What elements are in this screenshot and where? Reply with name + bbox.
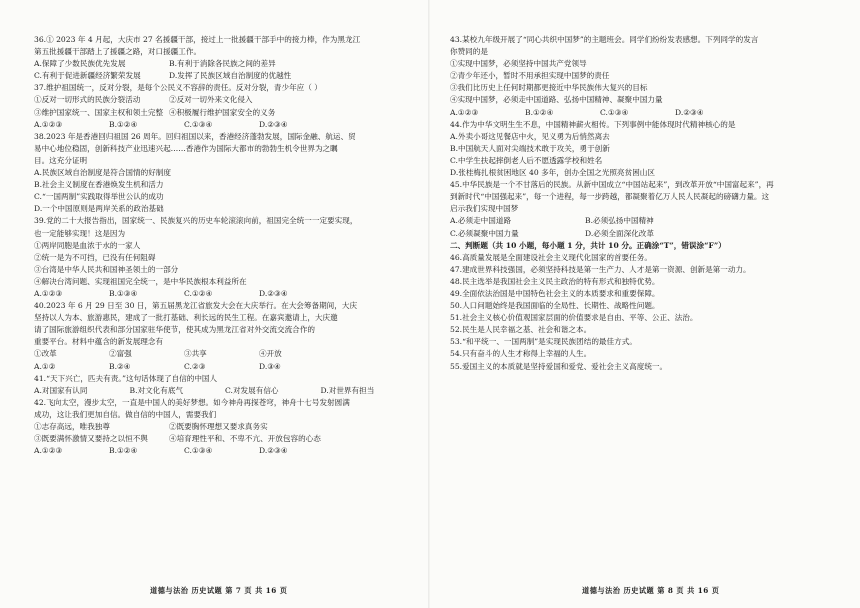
text-line: 42.飞向太空，漫步太空，一直是中国人的美好梦想。如今神舟再探苍穹，神舟十七号发射圆满: [34, 397, 350, 407]
text-line: A.民族区域自治制度是符合国情的好制度: [34, 168, 171, 178]
answer-option: D.发挥了民族区域自治制度的优越性: [169, 71, 292, 81]
answer-option: C.必须凝聚中国力量: [450, 228, 519, 238]
exam-page-8: [430, 0, 860, 608]
text-line: 45.中华民族是一个不甘落后的民族。从新中国成立“中国站起来”，到改革开放“中国富起来”，再: [450, 180, 774, 190]
page-footer-right: 道德与法治 历史试题 第 8 页 共 16 页: [582, 586, 720, 595]
text-line: 40.2023 年 6 月 29 日至 30 日，第五届黑龙江省旅发大会在大庆举行。在大会筹备期间，大庆: [34, 301, 358, 311]
option-row: [34, 94, 304, 106]
text-line: 目。这充分证明: [34, 155, 88, 165]
answer-option: C.①③④: [184, 446, 213, 456]
page-footer-left: 道德与法治 历史试题 第 7 页 共 16 页: [150, 586, 288, 595]
question-column-right: [450, 34, 845, 373]
answer-option: ②富强: [109, 349, 132, 359]
answer-option: A.①②③: [34, 288, 63, 298]
answer-option: ③共享: [184, 349, 207, 359]
text-line: 启示我们实现中国梦: [450, 204, 519, 214]
option-row: [34, 288, 334, 300]
answer-option: A.①②: [34, 361, 56, 371]
option-row: [34, 361, 334, 373]
text-line: ④解决台湾问题、实现祖国完全统一，是中华民族根本利益所在: [34, 276, 247, 286]
text-line: 36.① 2023 年 4 月起，大庆市 27 名援疆干部，接过上一批援疆干部手中的接力棒，作为黑龙江: [34, 35, 361, 44]
text-line: B.中国航天人面对尖端技术敢于攻关，勇于创新: [450, 143, 610, 153]
option-row: [450, 107, 750, 119]
option-row: [34, 433, 321, 445]
option-row: [34, 421, 304, 433]
answer-option: B.①③④: [109, 288, 138, 298]
option-row: [450, 215, 720, 227]
text-line: C.“一国两制”实践取得举世公认的成功: [34, 192, 164, 202]
answer-option: C.①②④: [184, 288, 213, 298]
text-line: 也一定能够实现！这是因为: [34, 228, 126, 238]
text-line: 50.人口问题始终是我国面临的全局性、长期性、战略性问题。: [450, 301, 660, 311]
answer-option: C.有利于促进新疆经济繁荣发展: [34, 71, 141, 81]
answer-option: D.②③④: [259, 446, 288, 456]
text-line: 成功，这让我们更加自信。做自信的中国人，需要我们: [34, 409, 217, 419]
answer-option: D.必须全面深化改革: [585, 228, 654, 238]
answer-option: C.①③④: [184, 119, 213, 129]
answer-option: ④培育理性平和、不卑不亢、开放包容的心态: [169, 434, 321, 444]
answer-option: ②反对一切外来文化侵入: [169, 95, 253, 105]
text-line: ③我们比历史上任何时期都更接近中华民族伟大复兴的目标: [450, 83, 648, 93]
answer-option: D.③④: [259, 361, 281, 371]
answer-option: A.保障了少数民族优先发展: [34, 59, 126, 69]
text-line: 43.某校九年级开展了“同心共织中国梦”的主题班会。同学们纷纷发表感想。下列同学的发言: [450, 35, 759, 44]
option-row: [450, 228, 720, 240]
option-row: [34, 107, 304, 119]
text-line: 55.爱国主义的本质就是坚持爱国和爱党、爱社会主义高度统一。: [450, 361, 668, 371]
text-line: 第五批援疆干部踏上了援疆之路，对口援疆工作。: [34, 47, 202, 57]
option-row: [34, 119, 334, 131]
answer-option: ①改革: [34, 349, 57, 359]
answer-option: B.①②④: [109, 119, 138, 129]
text-line: 48.民主选举是我国社会主义民主政治的特有形式和独特优势。: [450, 276, 660, 286]
answer-option: ③维护国家统一、国家主权和领土完整: [34, 107, 164, 117]
text-line: 51.社会主义核心价值观国家层面的价值要求是自由、平等、公正、法治。: [450, 313, 698, 323]
text-line: 53.“和平统一、一国两制”是实现民族团结的最佳方式。: [450, 337, 637, 347]
answer-option: ③既要满怀激情又要持之以恒不舆: [34, 434, 148, 444]
text-line: 44.作为中华文明生生不息，中国精神薪火相传。下列事例中能体现时代精神核心的是: [450, 119, 736, 129]
text-line: ①实现中国梦，必须坚持中国共产党领导: [450, 59, 587, 69]
text-line: D.张桂梅扎根贫困地区 40 多年，创办全国之光照亮贫困山区: [450, 168, 655, 178]
text-line: 46.高质量发展是全面建设社会主义现代化国家的首要任务。: [450, 252, 652, 262]
text-line: ④实现中国梦，必须走中国道路、弘扬中国精神、凝聚中国力量: [450, 95, 663, 105]
text-line: C.中学生扶起摔倒老人后不愿透露学校和姓名: [450, 155, 603, 165]
answer-option: B.②④: [109, 361, 131, 371]
answer-option: B.①②④: [109, 446, 138, 456]
text-line: 到新时代“中国强起来”，每一个进程，每一步跨越，都凝聚着亿万人民人民凝起的磅礴力量。这: [450, 192, 770, 202]
text-line: 54.只有奋斗的人生才称得上幸福的人生。: [450, 349, 592, 359]
text-line: 易中心地位稳固，创新科技产业迅速兴起……香港作为国际大都市的勃勃生机令世界为之瞩: [34, 143, 338, 153]
text-line: A.外卖小哥这见餐店中火，见义勇为后悄然离去: [450, 131, 610, 141]
text-line: 坚持以人为本、旅游惠民，建成了一批打基础、利长远的民生工程。在嘉宾邀请上，大庆邀: [34, 313, 338, 323]
text-line: 41.“天下兴亡，匹夫有责。”这句话体现了自信的中国人: [34, 373, 218, 383]
text-line: 你赞同的是: [450, 47, 488, 57]
answer-option: C.对发展有信心: [225, 385, 279, 395]
answer-option: ④开放: [259, 349, 282, 359]
answer-option: ④积极履行维护国家安全的义务: [169, 107, 276, 117]
text-line: 请了国际旅游组织代表和部分国家驻华使节，使其成为黑龙江省对外交流交流合作的: [34, 325, 315, 335]
answer-option: A.对国家有认同: [34, 385, 88, 395]
answer-option: A.必须走中国道路: [450, 216, 512, 226]
answer-option: D.②③④: [259, 288, 288, 298]
text-line: D.一个中国原则是两岸关系的政治基础: [34, 204, 164, 214]
text-line: 37.维护祖国统一，反对分裂，是每个公民义不容辞的责任。反对分裂，青少年应（ ）: [34, 83, 322, 93]
text-line: B.社会主义制度在香港焕发生机和活力: [34, 180, 164, 190]
answer-option: A.①②③: [34, 446, 63, 456]
answer-option: ①反对一切形式的民族分裂活动: [34, 95, 141, 105]
option-row: [34, 385, 416, 397]
text-line: 重要平台。材料中蕴含的新发展理念有: [34, 337, 164, 347]
question-column-left: [34, 34, 416, 457]
option-row: [34, 70, 304, 82]
text-line: 47.建成世界科技强国，必须坚持科技是第一生产力、人才是第一资源、创新是第一动力。: [450, 264, 751, 274]
text-line: ①两岸同胞是血浓于水的一家人: [34, 240, 141, 250]
text-line: ②青少年还小，暂时不用承担实现中国梦的责任: [450, 71, 610, 81]
section-heading: 二、判断题（共 10 小题，每小题 1 分，共计 10 分。正确涂“T”，错误涂“F”）: [450, 240, 726, 250]
text-line: 39.党的二十大报告指出，国家统一、民族复兴的历史车轮滚滚向前，祖国完全统一一定要实现，: [34, 216, 358, 226]
answer-option: B.①②④: [525, 107, 554, 117]
text-line: 52.民生是人民幸福之基、社会和谐之本。: [450, 325, 592, 335]
answer-option: D.②③④: [675, 107, 704, 117]
text-line: 38.2023 年是香港回归祖国 26 周年。回归祖国以来，香港经济蓬勃发展，国际金融、航运、贸: [34, 131, 356, 141]
text-line: ③台湾是中华人民共和国神圣领土的一部分: [34, 264, 179, 274]
answer-option: A.①②③: [34, 119, 63, 129]
text-line: ②统一是为不可挡，已没有任何阻碍: [34, 252, 156, 262]
answer-option: B.有利于消除各民族之间的差异: [169, 59, 276, 69]
answer-option: C.①③④: [600, 107, 629, 117]
option-row: [34, 445, 334, 457]
option-row: [34, 348, 334, 360]
answer-option: A.①②③: [450, 107, 479, 117]
answer-option: D.②③④: [259, 119, 288, 129]
answer-option: B.必须弘扬中国精神: [585, 216, 654, 226]
answer-option: ②既要胸怀理想又要求真务实: [169, 422, 268, 431]
option-row: [34, 58, 304, 70]
answer-option: D.对世界有担当: [320, 385, 375, 395]
answer-option: ①志存高远，唯我独尊: [34, 422, 110, 431]
text-line: 49.全面依法治国是中国特色社会主义的本质要求和重要保障。: [450, 288, 660, 298]
answer-option: B.对文化有底气: [129, 385, 184, 395]
answer-option: C.②③: [184, 361, 206, 371]
